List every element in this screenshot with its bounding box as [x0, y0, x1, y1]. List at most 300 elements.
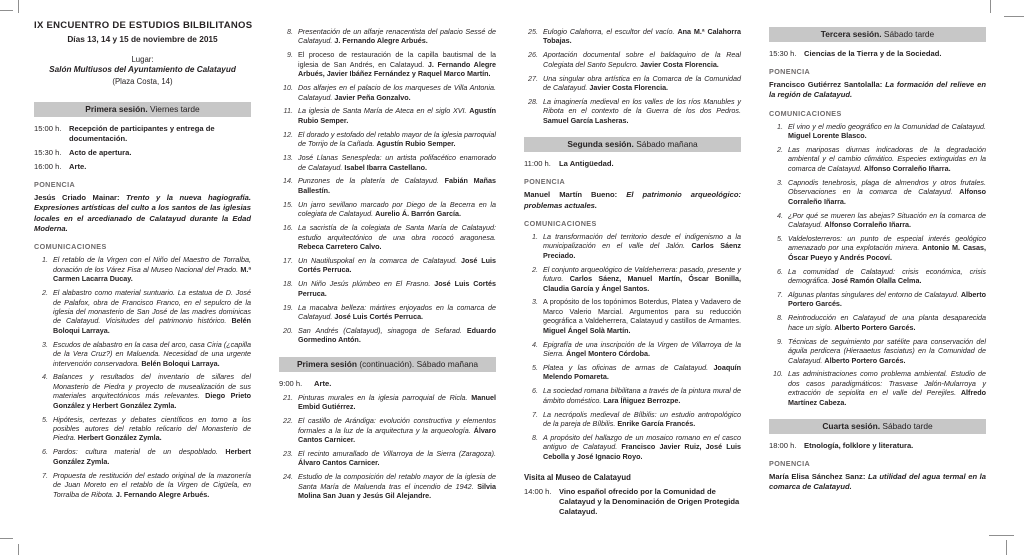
column-1 — [34, 0, 251, 521]
item-title: La iglesia de Santa María de Ateca en el siglo XVI. — [298, 106, 467, 116]
session-name: Tercera sesión. — [820, 29, 882, 39]
keynote-title: El patrimonio arqueológico: problemas actuales. — [524, 190, 741, 210]
item-title: Un jarro sevillano marcado por Diego de la Becerra en la colegiata de Calatayud. — [298, 199, 496, 219]
item-body — [298, 50, 496, 78]
item-body — [543, 265, 741, 293]
item-body — [543, 297, 741, 335]
item-body — [788, 178, 986, 206]
schedule-time: 15:30 h. — [769, 49, 797, 58]
item-authors: Eduardo Gormedino Antón. — [298, 325, 496, 345]
item-body — [298, 200, 496, 219]
item-body — [298, 106, 496, 125]
item-body — [788, 122, 986, 141]
crop-mark-top-left-v — [18, 0, 19, 13]
item-authors: Fabián Mañas Ballestín. — [298, 176, 497, 195]
communications-list — [279, 27, 496, 345]
item-number: 1. — [532, 231, 538, 241]
item-number: 7. — [532, 409, 538, 419]
communication-item — [34, 340, 251, 368]
communication-item — [769, 337, 986, 365]
item-authors: Isabel Ibarra Castellano. — [344, 162, 428, 172]
session-name: Primera sesión — [296, 358, 357, 369]
schedule-activity: Recepción de participantes y entrega de documentación. — [69, 124, 215, 144]
venue-label: Lugar: — [131, 55, 154, 64]
session-time: Sábado tarde — [880, 421, 933, 432]
visit-heading: Visita al Museo de Calatayud — [524, 473, 631, 483]
item-body — [543, 340, 741, 359]
communication-item — [524, 232, 741, 260]
venue-address: (Plaza Costa, 14) — [112, 77, 173, 86]
communication-item — [279, 106, 496, 125]
schedule-time: 11:00 h. — [524, 159, 551, 169]
communication-item — [279, 83, 496, 102]
item-title: Capnodis tenebrosis, plaga de almendros y otros frutales. Observaciones en la comarca de Calatayud. — [788, 177, 986, 197]
item-number: 17. — [283, 255, 293, 265]
section-label: PONENCIA — [34, 180, 76, 190]
item-number: 6. — [532, 386, 538, 396]
item-authors: Ana M.ª Calahorra Tobajas. — [543, 27, 741, 46]
communication-item — [524, 386, 741, 405]
item-authors: J. Fernando Alegre Arbués. — [115, 489, 210, 499]
item-title: El vino y el medio geográfico en la Comunidad de Calatayud. — [788, 121, 986, 131]
column-3 — [524, 0, 741, 521]
crop-mark-bottom-right-h — [989, 535, 1014, 536]
item-authors: Enrike García Francés. — [617, 419, 696, 429]
item-title: Las mariposas diurnas indicadoras de la degradación ambiental y el cambio climático. Especies extinguidas en la comarca de Calatayud. — [788, 144, 986, 173]
schedule-activity: Arte. — [314, 378, 332, 388]
item-body — [298, 303, 496, 322]
communication-item — [279, 130, 496, 149]
item-authors: Agustín Rubio Semper. — [376, 139, 456, 149]
item-authors: José Luis Cortés Perruca. — [298, 255, 497, 275]
session-header — [279, 357, 496, 372]
item-authors: M.ª Carmen Lacarra Ducay. — [53, 264, 251, 284]
item-authors: Carlos Sáenz, Manuel Martín, Óscar Bonilla, Claudia García y Ángel Santos. — [543, 274, 742, 293]
communication-item — [279, 416, 496, 444]
item-authors: Alberto Portero Garcés. — [834, 322, 916, 332]
item-authors: Silvia Molina San Juan y Jesús Gil Alejandre. — [298, 481, 496, 501]
item-title: El retablo de la Virgen con el Niño del Maestro de Torralba, donación de los Várez Fisa al Museo Nacional del Prado. — [53, 255, 251, 274]
item-authors: Francisco Javier Ruiz, José Luis Cebolla y José Ignacio Royo. — [543, 442, 741, 461]
schedule-entry — [524, 159, 741, 169]
section-label: PONENCIA — [524, 177, 566, 187]
item-body — [53, 415, 251, 443]
item-authors: Herbert González Zymla. — [53, 447, 251, 466]
communication-item — [34, 447, 251, 466]
communication-item — [769, 234, 986, 262]
communication-item — [279, 50, 496, 78]
item-number: 7. — [42, 470, 48, 480]
item-title: Escudos de alabastro en la casa del arco, casa Ciria (¿capilla de la Vera Cruz?) en Maluenda. Necesidad de una urgente intervención conservadora. — [53, 339, 251, 368]
item-number: 16. — [283, 223, 293, 233]
item-body — [788, 313, 986, 332]
keynote — [769, 80, 986, 101]
item-number: 13. — [283, 153, 293, 163]
item-number: 4. — [42, 372, 48, 382]
crop-mark-bottom-left-v — [18, 544, 19, 555]
keynote-speaker: María Elisa Sánchez Sanz: — [769, 472, 866, 482]
session-header — [769, 419, 986, 434]
communication-item — [279, 27, 496, 46]
item-authors: José Ramón Olalla Celma. — [831, 276, 922, 286]
item-body — [298, 279, 496, 298]
item-title: Balances y resultados del inventario de sillares del Monasterio de Piedra y proyecto de musealización de sus materiales arquitectónicos más relevantes. — [53, 372, 251, 401]
communication-item — [524, 340, 741, 359]
schedule-time: 14:00 h. — [524, 487, 552, 497]
keynote-title: Trento y la nueva hagiografía. Expresiones artísticas del culto a los santos de las iglesias locales en el arcedianado de Calatayud durante la Edad Moderna. — [34, 193, 251, 233]
communication-item — [34, 255, 251, 283]
item-number: 5. — [532, 363, 538, 372]
item-body — [298, 153, 496, 172]
section-label: COMUNICACIONES — [769, 108, 842, 118]
item-number: 2. — [532, 264, 538, 274]
item-number: 14. — [283, 176, 293, 186]
item-title: El proceso de restauración de la capilla bautismal de la iglesia de San Andrés, en Calatayud. — [298, 50, 496, 69]
item-authors: Javier Costa Florencia. — [640, 59, 719, 69]
item-title: Pinturas murales en la iglesia parroquial de Ricla. — [298, 392, 468, 402]
item-body — [543, 74, 741, 93]
communication-item — [769, 267, 986, 286]
schedule-entry — [279, 379, 496, 389]
item-authors: Agustín Rubio Semper. — [298, 106, 496, 125]
communication-item — [524, 50, 741, 69]
event-header — [34, 20, 251, 86]
section-label: PONENCIA — [769, 67, 811, 77]
item-title: La sociedad romana bilbilitana a través de la pintura mural de ámbito doméstico. — [543, 386, 741, 405]
item-title: Eulogio Calahorra, el escultor del vacío. — [543, 27, 675, 36]
item-title: El conjunto arqueológico de Valdeherrera: pasado, presente y futuro. — [543, 264, 741, 284]
keynote — [34, 193, 251, 234]
item-authors: Alfonso Corraleño Iñarra. — [824, 219, 912, 229]
item-body — [53, 340, 251, 368]
keynote — [769, 472, 986, 493]
item-authors: Alberto Portero Garcés. — [824, 355, 906, 365]
communication-item — [769, 145, 986, 173]
item-title: El castillo de Arándiga: evolución constructiva y elementos formales a la luz de la arquitectura y la arqueología. — [298, 416, 496, 435]
item-authors: Herbert González Zymla. — [77, 433, 162, 443]
item-body — [298, 83, 496, 102]
item-authors: Lara Íñiguez Berrozpe. — [603, 395, 681, 405]
communication-item — [34, 415, 251, 443]
communication-item — [769, 122, 986, 141]
item-number: 4. — [777, 210, 783, 220]
item-body — [788, 369, 986, 407]
communications-list — [524, 232, 741, 461]
item-title: La sacristía de la colegiata de Santa María de Calatayud: estudio arquitectónico de una obra rococó aragonesa. — [298, 223, 496, 242]
schedule-time: 16:00 h. — [34, 162, 62, 172]
item-number: 15. — [283, 199, 293, 209]
item-body — [543, 363, 741, 382]
session-header — [34, 102, 251, 117]
item-title: Aportación documental sobre el baldaquino de la Real Colegiata del Santo Sepulcro. — [543, 50, 741, 69]
communication-item — [769, 290, 986, 309]
item-authors: Antonio M. Casas, Óscar Pueyo y Andrés Pocoví. — [788, 243, 986, 262]
item-authors: J. Fernando Alegre Arbués, Javier Ibáñez Fernández y Raquel Marco Martín. — [298, 59, 497, 79]
communication-item — [769, 369, 986, 407]
communication-item — [279, 449, 496, 468]
item-authors: Belén Boloqui Larraya. — [53, 316, 252, 335]
item-number: 3. — [532, 297, 538, 307]
section-label: COMUNICACIONES — [34, 242, 107, 252]
item-authors: Joaquín Melendo Pomareta. — [543, 363, 741, 382]
schedule-activity: Acto de apertura. — [69, 148, 132, 158]
schedule-activity: Ciencias de la Tierra y de la Sociedad. — [804, 49, 942, 58]
item-number: 9. — [287, 50, 293, 60]
session-time: Sábado tarde — [881, 29, 935, 39]
schedule-activity: Arte. — [69, 162, 87, 172]
item-body — [543, 433, 741, 461]
item-number: 12. — [283, 129, 293, 139]
item-authors: José Luis Cortés Perruca. — [334, 312, 424, 322]
column-4 — [769, 0, 986, 521]
item-title: Algunas plantas singulares del entorno de Calatayud. — [788, 289, 959, 299]
item-number: 11. — [283, 106, 293, 116]
schedule-entry — [34, 148, 251, 158]
item-title: A propósito de los topónimos Boterdus, Platea y Vadavero de Marco Valerio Marcial. Argumentos para su reducción geográfica a Valdeherrera, Calatayud y castillos de Armantes. — [543, 297, 741, 326]
item-body — [53, 471, 251, 499]
item-authors: Miguel Lorente Blasco. — [788, 131, 867, 141]
item-number: 25. — [528, 27, 538, 36]
item-authors: Alfredo Martínez Cabeza. — [788, 388, 987, 407]
communication-item — [279, 303, 496, 322]
keynote-speaker: Jesús Criado Mainar: — [34, 193, 120, 203]
schedule-activity: La Antigüedad. — [559, 159, 614, 169]
column-2 — [279, 0, 496, 521]
program-columns — [34, 0, 986, 521]
communication-item — [279, 200, 496, 219]
schedule-entry — [769, 441, 986, 451]
item-title: Punzones de la platería de Calatayud. — [298, 176, 439, 186]
item-title: Valdelosterreros: un punto de especial interés geológico amenazado por una explotación minera. — [788, 233, 986, 253]
item-title: Las administraciones como problema ambiental. Estudio de dos casos paradigmáticos: Trasvase Jalón-Mularroya y extracción de sepiolita en el valle del Perejiles. — [788, 369, 986, 398]
item-title: Presentación de un alfarje renacentista del palacio Sessé de Calatayud. — [298, 27, 496, 46]
item-authors: Álvaro Cantos Carnicer. — [298, 458, 380, 468]
schedule-entry — [524, 487, 741, 517]
schedule-entry — [34, 162, 251, 172]
item-authors: Álvaro Cantos Carnicer. — [298, 425, 496, 445]
communication-item — [34, 471, 251, 499]
item-number: 10. — [283, 83, 293, 93]
item-body — [788, 290, 986, 309]
crop-mark-top-right-h — [1004, 16, 1024, 17]
item-authors: Miguel Ángel Solà Martín. — [543, 325, 631, 335]
item-number: 4. — [532, 339, 538, 349]
item-authors: J. Fernando Alegre Arbués. — [334, 36, 428, 46]
communication-item — [279, 279, 496, 298]
item-authors: Diego Prieto González y Herbert González Zymla. — [53, 391, 251, 410]
communication-item — [769, 178, 986, 206]
item-authors: Samuel García Lasheras. — [543, 115, 629, 125]
item-number: 2. — [777, 144, 783, 154]
item-authors: Ángel Montero Córdoba. — [566, 349, 651, 359]
session-name: Cuarta sesión. — [822, 421, 881, 432]
session-time: (continuación). Sábado mañana — [357, 358, 479, 369]
communication-item — [524, 297, 741, 335]
schedule-activity: Vino español ofrecido por la Comunidad de Calatayud y la Denominación de Origen Protegida Calatayud. — [559, 487, 740, 517]
item-body — [53, 372, 251, 410]
communication-item — [524, 433, 741, 461]
schedule-entry — [769, 49, 986, 59]
item-body — [543, 386, 741, 405]
communication-item — [524, 97, 741, 125]
communication-item — [279, 223, 496, 251]
item-number: 20. — [283, 325, 293, 335]
keynote-speaker: Manuel Martín Bueno: — [524, 190, 618, 200]
item-title: Propuesta de restitución del estado original de la mazonería de Juan Moreto en el retablo de la Virgen de Cigüela, en Torralba de Ribota. — [53, 470, 251, 499]
item-body — [53, 288, 251, 335]
item-body — [788, 145, 986, 173]
communication-item — [769, 313, 986, 332]
item-body — [543, 97, 741, 125]
item-authors: Rebeca Carretero Calvo. — [298, 242, 382, 252]
item-number: 10. — [773, 369, 783, 379]
item-body — [298, 472, 496, 500]
event-dates: Días 13, 14 y 15 de noviembre de 2015 — [67, 34, 218, 44]
item-body — [298, 130, 496, 149]
item-title: La imaginería medieval en los valles de los ríos Manubles y Ribota en el contexto de la Guerra de los dos Pedros. — [543, 97, 741, 116]
item-number: 8. — [532, 433, 538, 443]
keynote — [524, 190, 741, 211]
item-title: Dos alfarjes en el palacio de los marqueses de Villa Antonia. Calatayud. — [298, 83, 496, 102]
item-authors: Manuel Embid Gutiérrez. — [298, 392, 497, 412]
item-number: 7. — [777, 289, 783, 299]
keynote-title: La formación del relieve en la región de Calatayud. — [769, 80, 986, 100]
communication-item — [279, 472, 496, 500]
item-number: 2. — [42, 288, 48, 298]
item-title: La macabra belleza: mártires enjoyados en la comarca de Calatayud. — [298, 302, 496, 322]
keynote-title: La utilidad del agua termal en la comarca de Calatayud. — [769, 472, 986, 492]
item-number: 28. — [528, 97, 538, 107]
item-body — [298, 326, 496, 345]
item-body — [298, 223, 496, 251]
item-title: Técnicas de seguimiento por satélite para conservación del águila perdicera (Hieraaetus fasciatus) en la Comunidad de Calatayud. — [788, 336, 986, 365]
item-body — [298, 393, 496, 412]
item-body — [788, 267, 986, 286]
communication-item — [279, 256, 496, 275]
item-number: 8. — [777, 313, 783, 323]
venue-name: Salón Multiusos del Ayuntamiento de Calatayud — [49, 65, 236, 74]
item-title: Un Nautiluspokal en la comarca de Calatayud. — [298, 255, 458, 265]
item-title: Un Niño Jesús plúmbeo en El Frasno. — [298, 279, 431, 289]
item-number: 1. — [42, 255, 48, 265]
crop-mark-bottom-right-v — [1006, 540, 1007, 555]
item-body — [543, 410, 741, 429]
item-body — [788, 234, 986, 262]
crop-mark-top-right-v — [990, 0, 991, 13]
session-name: Primera sesión. — [85, 104, 148, 114]
item-number: 6. — [42, 447, 48, 457]
item-title: El alabastro como material suntuario. La estatua de D. José de Palafox, obra de Francisco Franco, en el sepulcro de la iglesia del monasterio de San José de las madres dominicas de Calatayud. Vicisitudes del patrimonio histórico. — [53, 288, 251, 326]
communication-item — [524, 265, 741, 293]
item-title: Pardos: cultura material de un despoblado. — [53, 447, 218, 457]
item-title: ¿Por qué se mueren las abejas? Situación en la comarca de Calatayud. — [788, 210, 986, 229]
item-body — [298, 449, 496, 468]
item-authors: Carlos Sáenz Preciado. — [543, 241, 742, 260]
crop-mark-bottom-left-h — [0, 538, 13, 539]
communication-item — [524, 74, 741, 93]
item-number: 6. — [777, 266, 783, 276]
communications-list — [769, 122, 986, 407]
communication-item — [524, 27, 741, 46]
item-body — [53, 255, 251, 283]
item-number: 9. — [777, 336, 783, 346]
item-body — [543, 232, 741, 260]
schedule-time: 9:00 h. — [279, 378, 303, 388]
item-number: 23. — [283, 448, 293, 458]
item-body — [298, 176, 496, 195]
item-number: 19. — [283, 302, 293, 312]
communication-item — [279, 153, 496, 172]
item-authors: José Luis Cortés Perruca. — [298, 279, 496, 298]
item-authors: Alfonso Corraleño Iñarra. — [863, 163, 951, 173]
item-title: Estudio de la composición del retablo mayor de la iglesia de Santa María de Maluenda tras el incendio de 1942. — [298, 472, 496, 491]
section-label: PONENCIA — [769, 459, 811, 469]
communications-list — [524, 27, 741, 125]
communication-item — [524, 410, 741, 429]
communication-item — [279, 176, 496, 195]
item-number: 27. — [528, 73, 538, 83]
item-number: 3. — [777, 177, 783, 187]
item-body — [788, 211, 986, 230]
item-authors: Aurelio Á. Barrón García. — [375, 209, 461, 219]
item-authors: Javier Peña Gonzalvo. — [334, 92, 411, 102]
item-number: 22. — [283, 416, 293, 426]
item-authors: Belén Boloqui Larraya. — [141, 358, 220, 368]
item-title: San Andrés (Calatayud), sinagoga de Sefarad. — [298, 325, 462, 335]
communication-item — [279, 393, 496, 412]
item-number: 24. — [283, 472, 293, 482]
item-body — [543, 27, 741, 46]
event-title: IX ENCUENTRO DE ESTUDIOS BILBILITANOS — [34, 20, 253, 31]
session-header — [524, 137, 741, 152]
item-authors: Alfonso Corraleño Iñarra. — [788, 187, 986, 206]
schedule-time: 18:00 h. — [769, 441, 797, 451]
schedule-time: 15:00 h. — [34, 124, 62, 133]
communication-item — [769, 211, 986, 230]
item-body — [298, 27, 496, 46]
item-title: El dorado y estofado del retablo mayor de la iglesia parroquial de Torrijo de la Cañada. — [298, 129, 496, 149]
item-number: 5. — [42, 414, 48, 424]
schedule-entry — [34, 124, 251, 144]
item-body — [543, 50, 741, 69]
item-body — [298, 416, 496, 444]
item-number: 3. — [42, 339, 48, 349]
item-number: 18. — [283, 279, 293, 289]
communication-item — [34, 372, 251, 410]
item-title: La comunidad de Calatayud: crisis económica, crisis demográfica. — [788, 266, 986, 286]
item-number: 26. — [528, 50, 538, 60]
schedule-time: 15:30 h. — [34, 148, 62, 158]
item-authors: Javier Costa Florencia. — [589, 83, 669, 93]
item-title: Una singular obra artística en la Comarca de la Comunidad de Calatayud. — [543, 73, 741, 93]
item-body — [788, 337, 986, 365]
item-title: Platea y las oficinas de armas de Calatayud. — [543, 363, 709, 372]
section-label: COMUNICACIONES — [524, 218, 597, 228]
communication-item — [524, 363, 741, 382]
session-header — [769, 27, 986, 42]
item-body — [53, 447, 251, 466]
item-title: La transformación del territorio desde el indigenismo a la municipalización en el valle del Jalón. — [543, 231, 741, 251]
item-number: 8. — [287, 27, 293, 36]
item-title: José Llanas Senespleda: un artista polifacético enamorado de Calatayud. — [298, 153, 496, 172]
item-number: 5. — [777, 233, 783, 243]
keynote-speaker: Francisco Gutiérrez Santolalla: — [769, 80, 883, 90]
item-title: Reintroducción en Calatayud de una planta desaparecida hace un siglo. — [788, 313, 986, 332]
item-title: Epigrafía de una inscripción de la Virgen de Villarroya de la Sierra. — [543, 339, 741, 359]
item-title: Hipótesis, certezas y debates científicos en torno a los posibles autores del retablo relicario del Monasterio de Piedra. — [53, 414, 251, 443]
communication-item — [34, 288, 251, 335]
communications-list — [34, 255, 251, 499]
